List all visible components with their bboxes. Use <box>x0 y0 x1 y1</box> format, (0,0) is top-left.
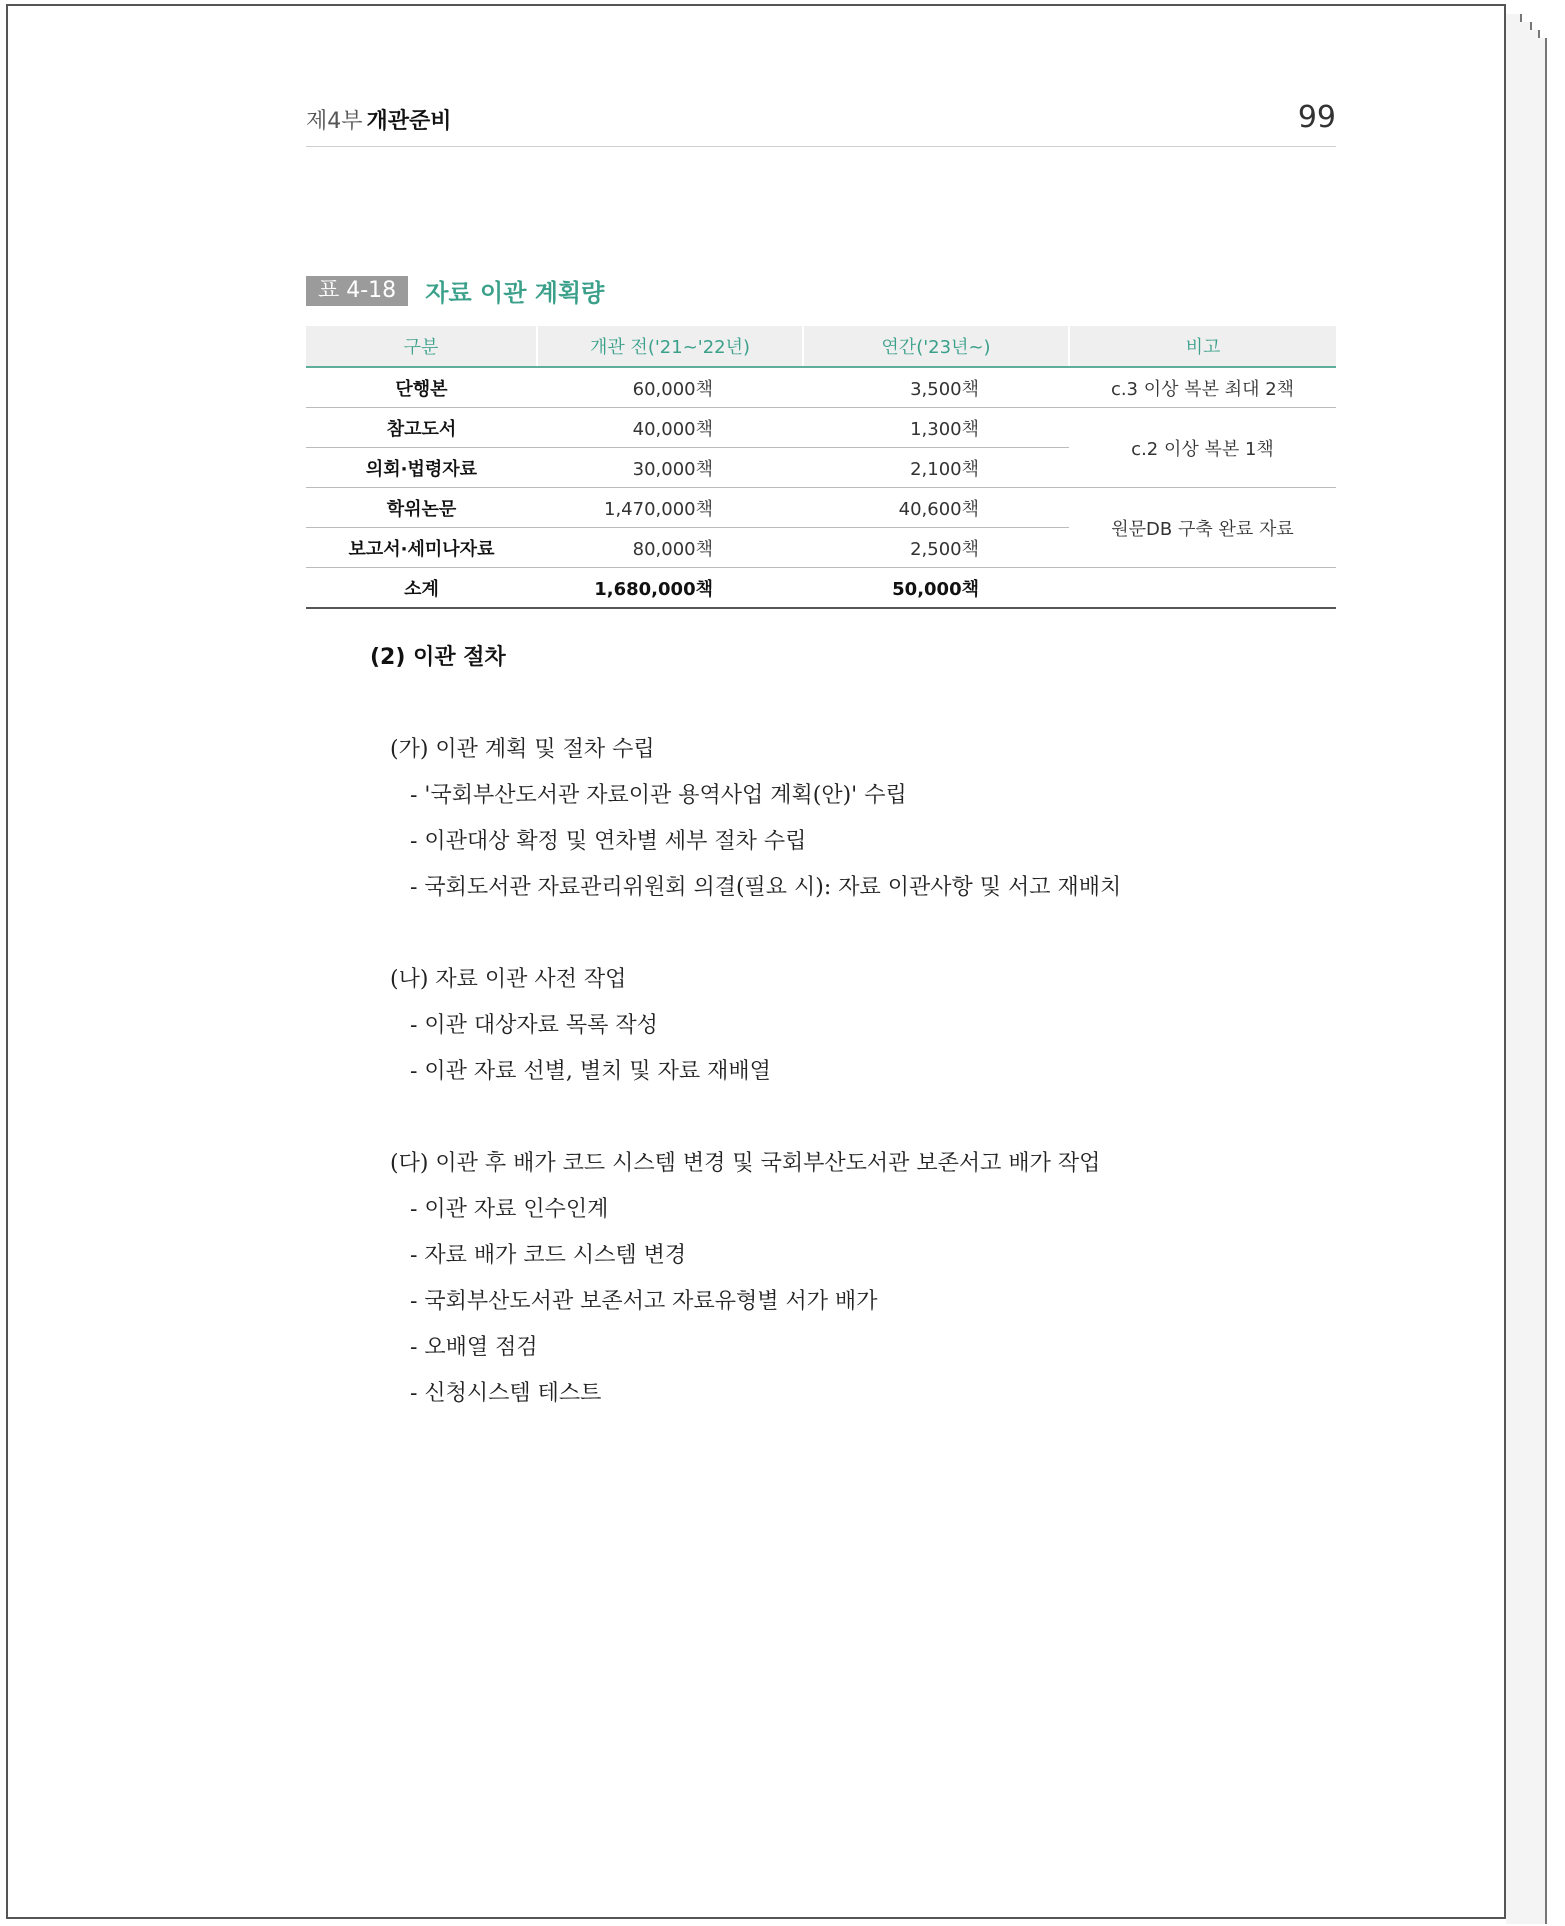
step-item: - 이관 대상자료 목록 작성 <box>410 1013 658 1038</box>
step-item: - 이관 자료 인수인계 <box>410 1197 609 1222</box>
column-header: 개관 전('21~'22년) <box>537 326 803 367</box>
table-row <box>306 408 1336 448</box>
table-header-row <box>306 326 1336 367</box>
table-title: 자료 이관 계획량 <box>425 279 605 307</box>
row-category: 학위논문 <box>306 488 537 528</box>
step-heading: (가) 이관 계획 및 절차 수립 <box>390 737 655 762</box>
step-item: - 오배열 점검 <box>410 1335 538 1360</box>
row-note: c.3 이상 복본 최대 2책 <box>1069 367 1336 408</box>
total-category: 소계 <box>306 568 537 609</box>
row-note: 원문DB 구축 완료 자료 <box>1069 488 1336 568</box>
step-item: - 이관대상 확정 및 연차별 세부 절차 수립 <box>410 829 807 854</box>
part-title: 개관준비 <box>366 109 452 134</box>
document-page <box>6 4 1506 1919</box>
transfer-plan-table <box>306 326 1336 609</box>
row-annual-value: 2,500책 <box>803 528 1069 568</box>
step-item: - '국회부산도서관 자료이관 용역사업 계획(안)' 수립 <box>410 783 907 808</box>
column-header: 구분 <box>306 326 537 367</box>
row-note: c.2 이상 복본 1책 <box>1069 408 1336 488</box>
step-heading: (나) 자료 이관 사전 작업 <box>390 967 627 992</box>
table-caption <box>306 273 605 307</box>
row-before-value: 1,470,000책 <box>537 488 803 528</box>
header-part <box>306 104 452 135</box>
step-item: - 국회부산도서관 보존서고 자료유형별 서가 배가 <box>410 1289 878 1314</box>
row-category: 의회·법령자료 <box>306 448 537 488</box>
page-stack-edge <box>1538 38 1547 1924</box>
table-row <box>306 488 1336 528</box>
step-item: - 국회도서관 자료관리위원회 의결(필요 시): 자료 이관사항 및 서고 재배치 <box>410 875 1122 900</box>
step-heading: (다) 이관 후 배가 코드 시스템 변경 및 국회부산도서관 보존서고 배가 작업 <box>390 1151 1101 1176</box>
page-number: 99 <box>1297 100 1336 135</box>
step-item: - 신청시스템 테스트 <box>410 1381 602 1406</box>
row-category: 단행본 <box>306 367 537 408</box>
row-before-value: 30,000책 <box>537 448 803 488</box>
row-category: 참고도서 <box>306 408 537 448</box>
table-number-badge: 표 4-18 <box>306 276 408 306</box>
step-item: - 자료 배가 코드 시스템 변경 <box>410 1243 687 1268</box>
row-category: 보고서·세미나자료 <box>306 528 537 568</box>
row-annual-value: 2,100책 <box>803 448 1069 488</box>
row-annual-value: 1,300책 <box>803 408 1069 448</box>
table-row <box>306 367 1336 408</box>
row-annual-value: 40,600책 <box>803 488 1069 528</box>
column-header: 비고 <box>1069 326 1336 367</box>
column-header: 연간('23년~) <box>803 326 1069 367</box>
row-before-value: 60,000책 <box>537 367 803 408</box>
row-annual-value: 3,500책 <box>803 367 1069 408</box>
running-header <box>306 100 1336 147</box>
table-total-row <box>306 568 1336 609</box>
total-note <box>1069 568 1336 609</box>
total-annual-value: 50,000책 <box>803 568 1069 609</box>
row-before-value: 40,000책 <box>537 408 803 448</box>
part-label: 제4부 <box>306 109 363 134</box>
total-before-value: 1,680,000책 <box>537 568 803 609</box>
step-item: - 이관 자료 선별, 별치 및 자료 재배열 <box>410 1059 771 1084</box>
section-heading: (2) 이관 절차 <box>370 645 506 670</box>
row-before-value: 80,000책 <box>537 528 803 568</box>
